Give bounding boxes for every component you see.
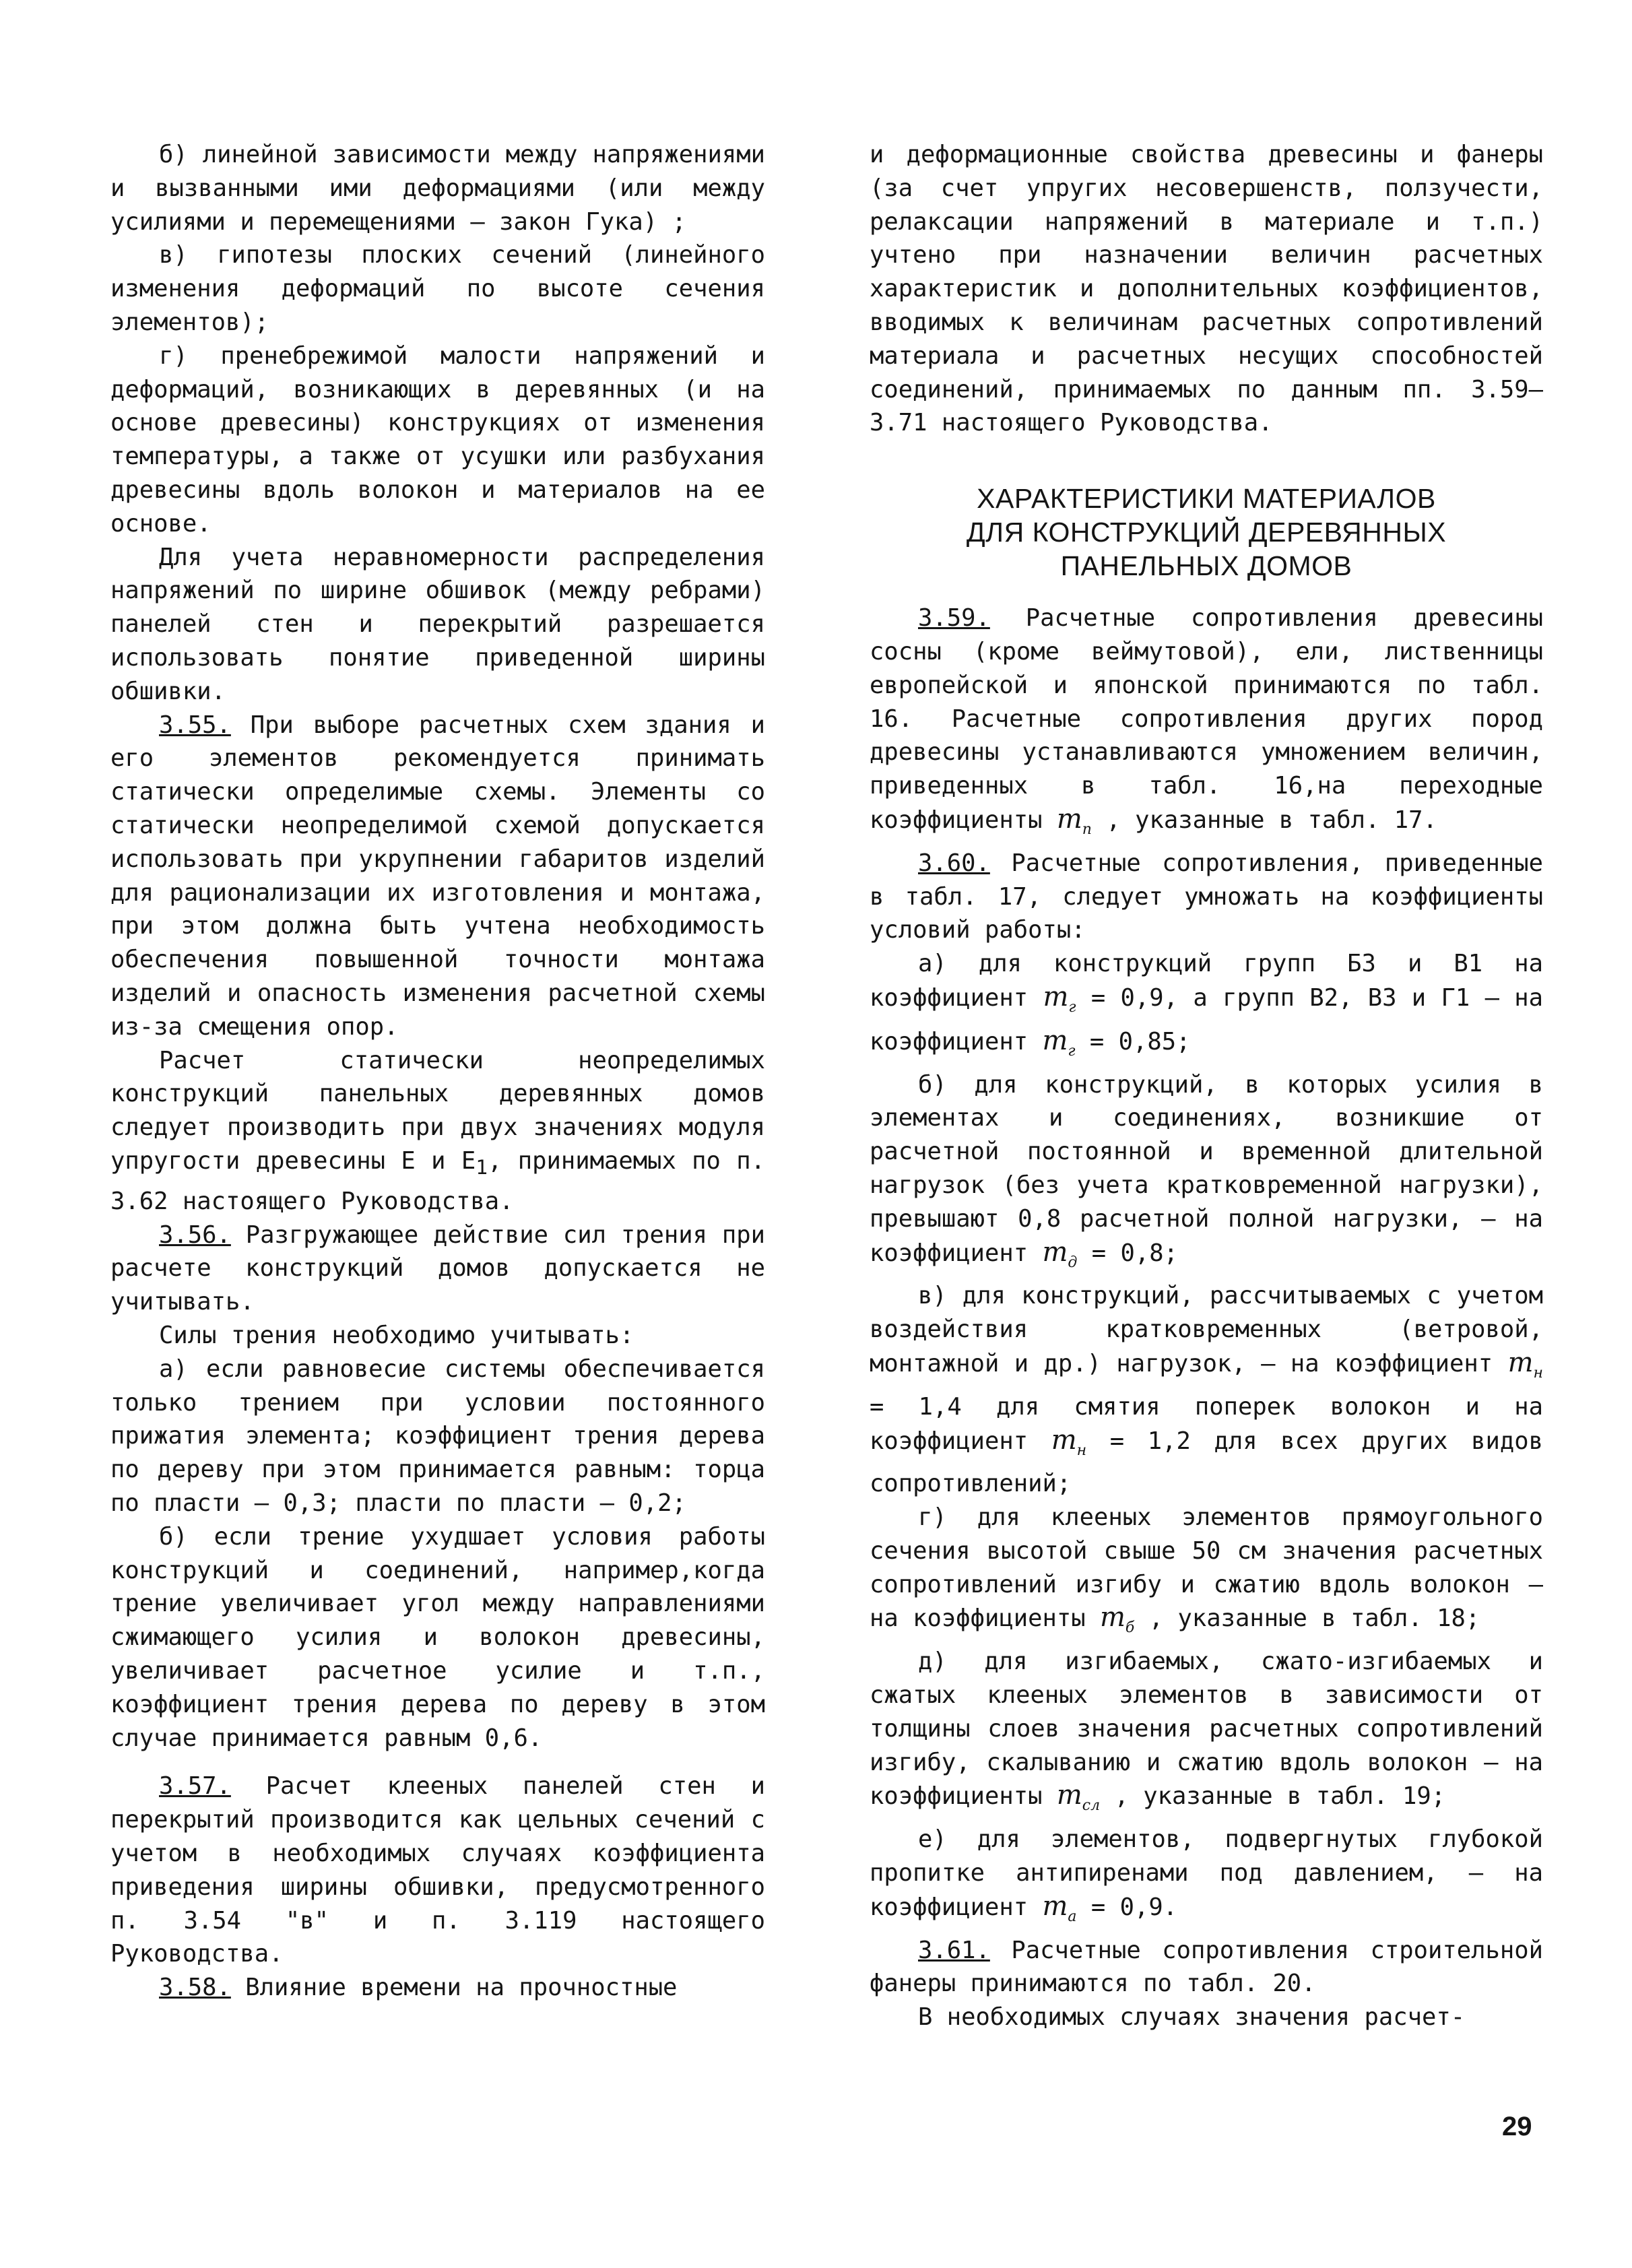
paragraph-indeterminate-calc [110, 1044, 765, 1219]
section-3-57 [110, 1770, 765, 1971]
paragraph-friction-a: а) если равновесие системы обеспечивается только трением при условии постоянного прижатия элемента; коэффициент трения дерева по дереву при этом принимается равным: торца по пласти – 0,3; пласти по пласти – 0,2; [110, 1355, 765, 1517]
section-text: При выборе расчетных схем здания и его элементов рекомендуется принимать статически определимые схемы. Элементы со статически неопределимой схемой допускается использовать при укрупнении габаритов изделий для рационализации их изготовления и монтажа, при этом должна быть учтена необходимость обеспечения повышенной точности монтажа изделий и опасность изменения расчетной схемы из-за смещения опор. [110, 711, 765, 1041]
paragraph-friction-b: б) если трение ухудшает условия работы конструкций и соединений, например,когда трение увеличивает угол между направлениями сжимающего усилия и волокон древесины, увеличивает расчетное усилие и т.п., коэффициент трения дерева по дереву в этом случае принимается равным 0,6. [110, 1522, 765, 1752]
coefficient-symbol: $m_н$ [1507, 1347, 1544, 1382]
title-line-1: ХАРАКТЕРИСТИКИ МАТЕРИАЛОВ [977, 483, 1436, 515]
page-number: 29 [1502, 2112, 1532, 2141]
calc-text-b: , принимаемых по п. 3.62 настоящего Руководства. [110, 1146, 765, 1215]
section-3-58 [110, 1971, 765, 2005]
section-number: 3.58. [159, 1974, 231, 2002]
paragraph-coef-v: в) для конструкций, рассчитываемых с учетом воздействия кратковременных (ветровой, монтажной и др.) нагрузок, – на коэффициент $m_н = 1,4$ для смятия поперек волокон и на коэффициент $m_н = 1,2$ для всех других видов сопротивлений; [870, 1282, 1544, 1498]
section-title [870, 482, 1543, 583]
coefficient-symbol: $m_д$ [1042, 1236, 1078, 1271]
left-column [110, 138, 765, 2005]
right-column [870, 138, 1543, 2034]
section-text: Влияние времени на прочностные [245, 1974, 678, 2002]
paragraph-friction: Силы трения необходимо учитывать: [159, 1321, 634, 1349]
paragraph-last: В необходимых случаях значения расчет- [918, 2003, 1466, 2032]
coefficient-symbol: $m_б$ [1099, 1602, 1135, 1637]
section-3-55 [110, 709, 765, 1044]
coefficient-symbol: $m_{сл}$ [1056, 1780, 1101, 1815]
section-text: Расчет клееных панелей стен и перекрытий производится как цельных сечений с учетом в необходимых случаях коэффициента приведения ширины обшивки, предусмотренного п. 3.54 "в" и п. 3.119 настоящего Руководства. [110, 1772, 766, 1968]
calc-subscript: 1 [476, 1156, 488, 1179]
section-number: 3.55. [159, 711, 231, 739]
coefficient-symbol: $m_а$ [1042, 1890, 1077, 1925]
section-text-end: , указанные в табл. 17. [1106, 806, 1437, 834]
coefficient-symbol: $m_г$ [1042, 1025, 1076, 1060]
section-3-60 [870, 847, 1543, 947]
title-line-3: ПАНЕЛЬНЫХ ДОМОВ [1060, 550, 1352, 582]
paragraph-v: в) гипотезы плоских сечений (линейного изменения деформаций по высоте сечения элементов); [110, 241, 765, 336]
paragraph-coef-a: а) для конструкций групп Б3 и В1 на коэффициент $m_г = 0,9$, а групп В2, В3 и Г1 – на коэффициент $m_г = 0,85$; [870, 950, 1544, 1060]
calc-text-a: Расчет статически неопределимых конструкций панельных деревянных домов следует производить при двух значениях модуля упругости древесины E и E [110, 1046, 765, 1175]
paragraph-coef-d: д) для изгибаемых, сжато-изгибаемых и сжатых клееных элементов в зависимости от толщины слоев значения расчетных сопротивлений изгибу, скалыванию и сжатию вдоль волокон – на коэффициенты $m_{сл}$ , указанные в табл. 19; [870, 1648, 1543, 1815]
paragraph-coef-b: б) для конструкций, в которых усилия в элементах и соединениях, возникшие от расчетной постоянной и временной длительной нагрузок (без учета кратковременной нагрузки), превышают 0,8 расчетной полной нагрузки, – на коэффициент $m_д = 0,8$; [870, 1070, 1543, 1271]
section-text: Разгружающее действие сил трения при расчете конструкций домов допускается не учитывать. [110, 1221, 766, 1316]
section-3-61 [870, 1934, 1543, 2001]
section-number: 3.61. [918, 1936, 990, 1964]
section-3-56 [110, 1219, 765, 1319]
coefficient-symbol: $m_г$ [1043, 981, 1076, 1016]
coefficient-symbol: $m_н$ [1051, 1424, 1087, 1459]
paragraph-continuation: и деформационные свойства древесины и фанеры (за счет упругих несовершенств, ползучести, релаксации напряжений в материале и т.п.) учтено при назначении величин расчетных характеристик и дополнительных коэффициентов, вводимых к величинам расчетных сопротивлений материала и расчетных несущих способностей соединений, принимаемых по данным пп. 3.59–3.71 настоящего Руководства. [870, 141, 1543, 437]
section-number: 3.56. [159, 1221, 231, 1249]
title-line-2: ДЛЯ КОНСТРУКЦИЙ ДЕРЕВЯННЫХ [966, 517, 1447, 548]
section-number: 3.57. [159, 1772, 231, 1801]
section-text: Расчетные сопротивления строительной фанеры принимаются по табл. 20. [870, 1936, 1543, 1998]
section-number: 3.60. [918, 849, 990, 877]
section-text: Расчетные сопротивления, приведенные в табл. 17, следует умножать на коэффициенты условий работы: [870, 849, 1543, 944]
section-3-59 [870, 602, 1543, 847]
section-number: 3.59. [918, 604, 990, 633]
paragraph-coef-e: е) для элементов, подвергнутых глубокой пропитке антипиренами под давлением, – на коэффициент $m_а = 0,9$. [870, 1825, 1543, 1925]
paragraph-g: г) пренебрежимой малости напряжений и деформаций, возникающих в деревянных (и на основе древесины) конструкциях от изменения температуры, а также от усушки или разбухания древесины вдоль волокон и материалов на ее основе. [110, 342, 765, 538]
paragraph-coef-g: г) для клееных элементов прямоугольного сечения высотой свыше 50 см значения расчетных сопротивлений изгибу и сжатию вдоль волокон – на коэффициенты $m_б$ , указанные в табл. 18; [870, 1503, 1543, 1637]
section-text: Расчетные сопротивления древесины сосны (кроме веймутовой), ели, лиственницы европейской и японской принимаются по табл. 16. Расчетные сопротивления других пород древесины устанавливаются умножением величин, приведенных в табл. 16,на переходные коэффициенты [870, 604, 1543, 834]
paragraph-b: б) линейной зависимости между напряжениями и вызванными ими деформациями (или между усилиями и перемещениями – закон Гука) ; [110, 141, 765, 236]
paragraph-uneven-stress: Для учета неравномерности распределения напряжений по ширине обшивок (между ребрами) панелей стен и перекрытий разрешается использовать понятие приведенной ширины обшивки. [110, 543, 765, 705]
coefficient-symbol: $m_п$ [1056, 803, 1092, 838]
